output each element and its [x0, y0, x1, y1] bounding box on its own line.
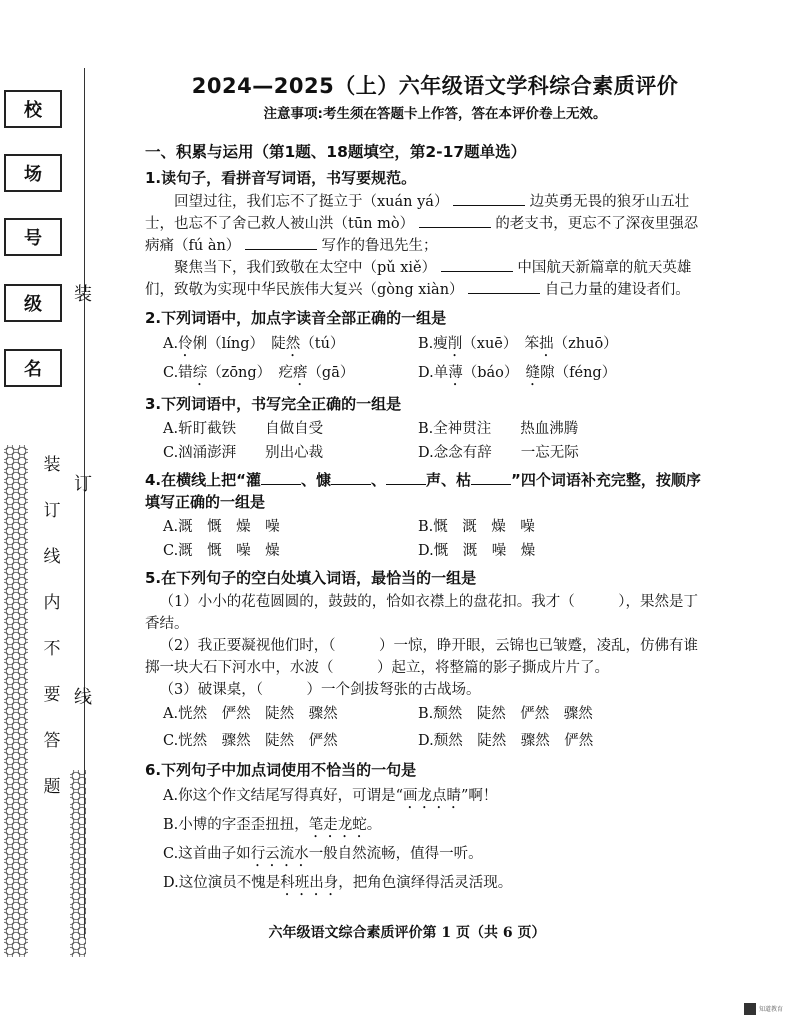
question-5-sentence-3: （3）破课桌，（ ）一个剑拔弩张的古战场。 [159, 682, 481, 698]
option-d[interactable]: D.念念有辞 一忘无际 [418, 445, 579, 461]
class-field-box [4, 284, 62, 322]
option-d[interactable]: D.这位演员不愧是科班出身，把角色演绎得活灵活现。 [163, 875, 513, 891]
option-b[interactable]: B.颓然 陡然 俨然 骤然 [418, 706, 593, 722]
binding-warning-char: 不 [43, 639, 61, 659]
q1-text: 聚焦当下，我们致敬在太空中（pǔ xiě） [174, 260, 437, 276]
school-field-label: 校 [24, 100, 42, 121]
q1-text: 自己力量的建设者们。 [544, 282, 690, 298]
option-c[interactable]: C.这首曲子如行云流水一般自然流畅，值得一听。 [163, 846, 483, 862]
exam-room-field-box [4, 154, 62, 192]
binding-warning-char: 题 [43, 777, 61, 797]
option-b[interactable]: B.瘦削（xuē） 笨拙（zhuō） [418, 336, 618, 352]
exam-notice: 注意事项:考生须在答题卡上作答，答在本评价卷上无效。 [263, 106, 607, 122]
option-d[interactable]: D.慨 溉 噪 燥 [418, 543, 536, 559]
school-field-box [4, 90, 62, 128]
answer-blank[interactable] [471, 470, 511, 485]
option-d[interactable]: D.颓然 陡然 骤然 俨然 [418, 733, 594, 749]
binding-warning-char: 答 [43, 731, 61, 751]
fold-char-zhuang: 装 [74, 284, 92, 305]
question-5-stem: 5.在下列句子的空白处填入词语，最恰当的一组是 [145, 569, 477, 587]
question-1-paragraph-1 [145, 191, 705, 257]
option-a[interactable]: A.恍然 俨然 陡然 骤然 [163, 706, 338, 722]
answer-blank[interactable] [441, 257, 513, 272]
question-5-sentence-2: （2）我正要凝视他们时，（ ）一惊，睁开眼，云锦也已皱蹙，凌乱，仿佛有谁掷一块大石下河水中，水波（ ）起立，将整篇的影子撕成片片了。 [145, 638, 698, 676]
q1-text: 边英勇无畏的狼牙山五壮士，也忘不了舍己救人被山洪（tūn mò） [145, 194, 690, 232]
binding-warning-char: 要 [43, 685, 61, 705]
answer-blank[interactable] [453, 191, 525, 206]
question-3-stem: 3.下列词语中，书写完全正确的一组是 [145, 395, 402, 413]
option-b[interactable]: B.慨 溉 燥 噪 [418, 519, 535, 535]
fold-char-xian: 线 [74, 687, 92, 708]
q1-text: 中国航天新篇章的航天英雄们，致敬为实现中华民族伟大复兴（gòng xiàn） [145, 260, 692, 298]
question-2-options [163, 331, 705, 389]
page-footer: 六年级语文综合素质评价第 1 页（共 6 页） [268, 925, 546, 941]
name-field-box [4, 349, 62, 387]
q1-text: 回望过往，我们忘不了挺立于（xuán yá） [174, 194, 449, 210]
answer-blank[interactable] [261, 470, 301, 485]
answer-blank[interactable] [468, 279, 540, 294]
answer-blank[interactable] [386, 470, 426, 485]
option-a[interactable]: A.伶俐（líng） 陡然（tú） [163, 336, 345, 352]
option-c[interactable]: C.恍然 骤然 陡然 俨然 [163, 733, 338, 749]
q1-text: 写作的鲁迅先生； [321, 238, 438, 254]
name-field-label: 名 [24, 359, 42, 380]
seat-number-field-box [4, 218, 62, 256]
question-4-stem: 4.在横线上把“灌 、慷 、 声、枯 ”四个词语补充完整，按顺序填写正确的一组是 [145, 471, 701, 511]
option-a[interactable]: A.斩盯截铁 自做自受 [163, 421, 324, 437]
question-2-stem: 2.下列词语中，加点字读音全部正确的一组是 [145, 309, 447, 327]
question-5-options [163, 701, 705, 755]
question-1-paragraph-2 [145, 257, 705, 301]
option-b[interactable]: B.全神贯注 热血沸腾 [418, 421, 579, 437]
binding-warning-char: 装 [43, 455, 61, 475]
section-heading: 一、积累与运用（第1题、18题填空，第2-17题单选） [145, 143, 527, 161]
answer-blank[interactable] [331, 470, 371, 485]
option-a[interactable]: A.你这个作文结尾写得真好，可谓是“画龙点睛”啊！ [163, 788, 498, 804]
answer-blank[interactable] [419, 213, 491, 228]
seat-number-field-label: 号 [24, 228, 42, 249]
option-c[interactable]: C.错综（zōng） 疙瘩（gā） [163, 365, 355, 381]
question-6-options [163, 783, 705, 899]
exam-paper [145, 70, 705, 899]
binding-warning-char: 内 [43, 593, 61, 613]
binding-warning [40, 450, 64, 797]
fold-char-ding: 订 [74, 474, 92, 495]
question-1-stem: 1.读句子，看拼音写词语，书写要规范。 [145, 169, 417, 187]
qr-code-icon [744, 1003, 756, 1015]
option-c[interactable]: C.汹涌澎湃 别出心裁 [163, 445, 324, 461]
exam-title: 2024—2025（上）六年级语文学科综合素质评价 [191, 74, 679, 98]
binding-sidebar [0, 0, 95, 1021]
question-3-options [163, 417, 705, 465]
option-c[interactable]: C.溉 慨 噪 燥 [163, 543, 280, 559]
question-6-stem: 6.下列句子中加点词使用不恰当的一句是 [145, 761, 417, 779]
hex-pattern-strip [4, 445, 28, 957]
answer-blank[interactable] [245, 235, 317, 250]
binding-warning-char: 线 [43, 547, 61, 567]
question-4-options [163, 515, 705, 563]
binding-warning-char: 订 [43, 501, 61, 521]
class-field-label: 级 [24, 294, 42, 315]
option-a[interactable]: A.溉 慨 燥 噪 [163, 519, 280, 535]
q1-text: 的老支书，更忘不了深夜里强忍病痛（fú àn） [145, 216, 699, 254]
option-d[interactable]: D.单薄（báo） 缝隙（féng） [418, 365, 617, 381]
watermark-label: 知道教育 [759, 1006, 784, 1013]
exam-room-field-label: 场 [24, 164, 42, 185]
option-b[interactable]: B.小博的字歪歪扭扭，笔走龙蛇。 [163, 817, 382, 833]
question-5-sentence-1: （1）小小的花苞圆圆的，鼓鼓的，恰如衣襟上的盘花扣。我才（ ），果然是丁香结。 [145, 594, 698, 632]
